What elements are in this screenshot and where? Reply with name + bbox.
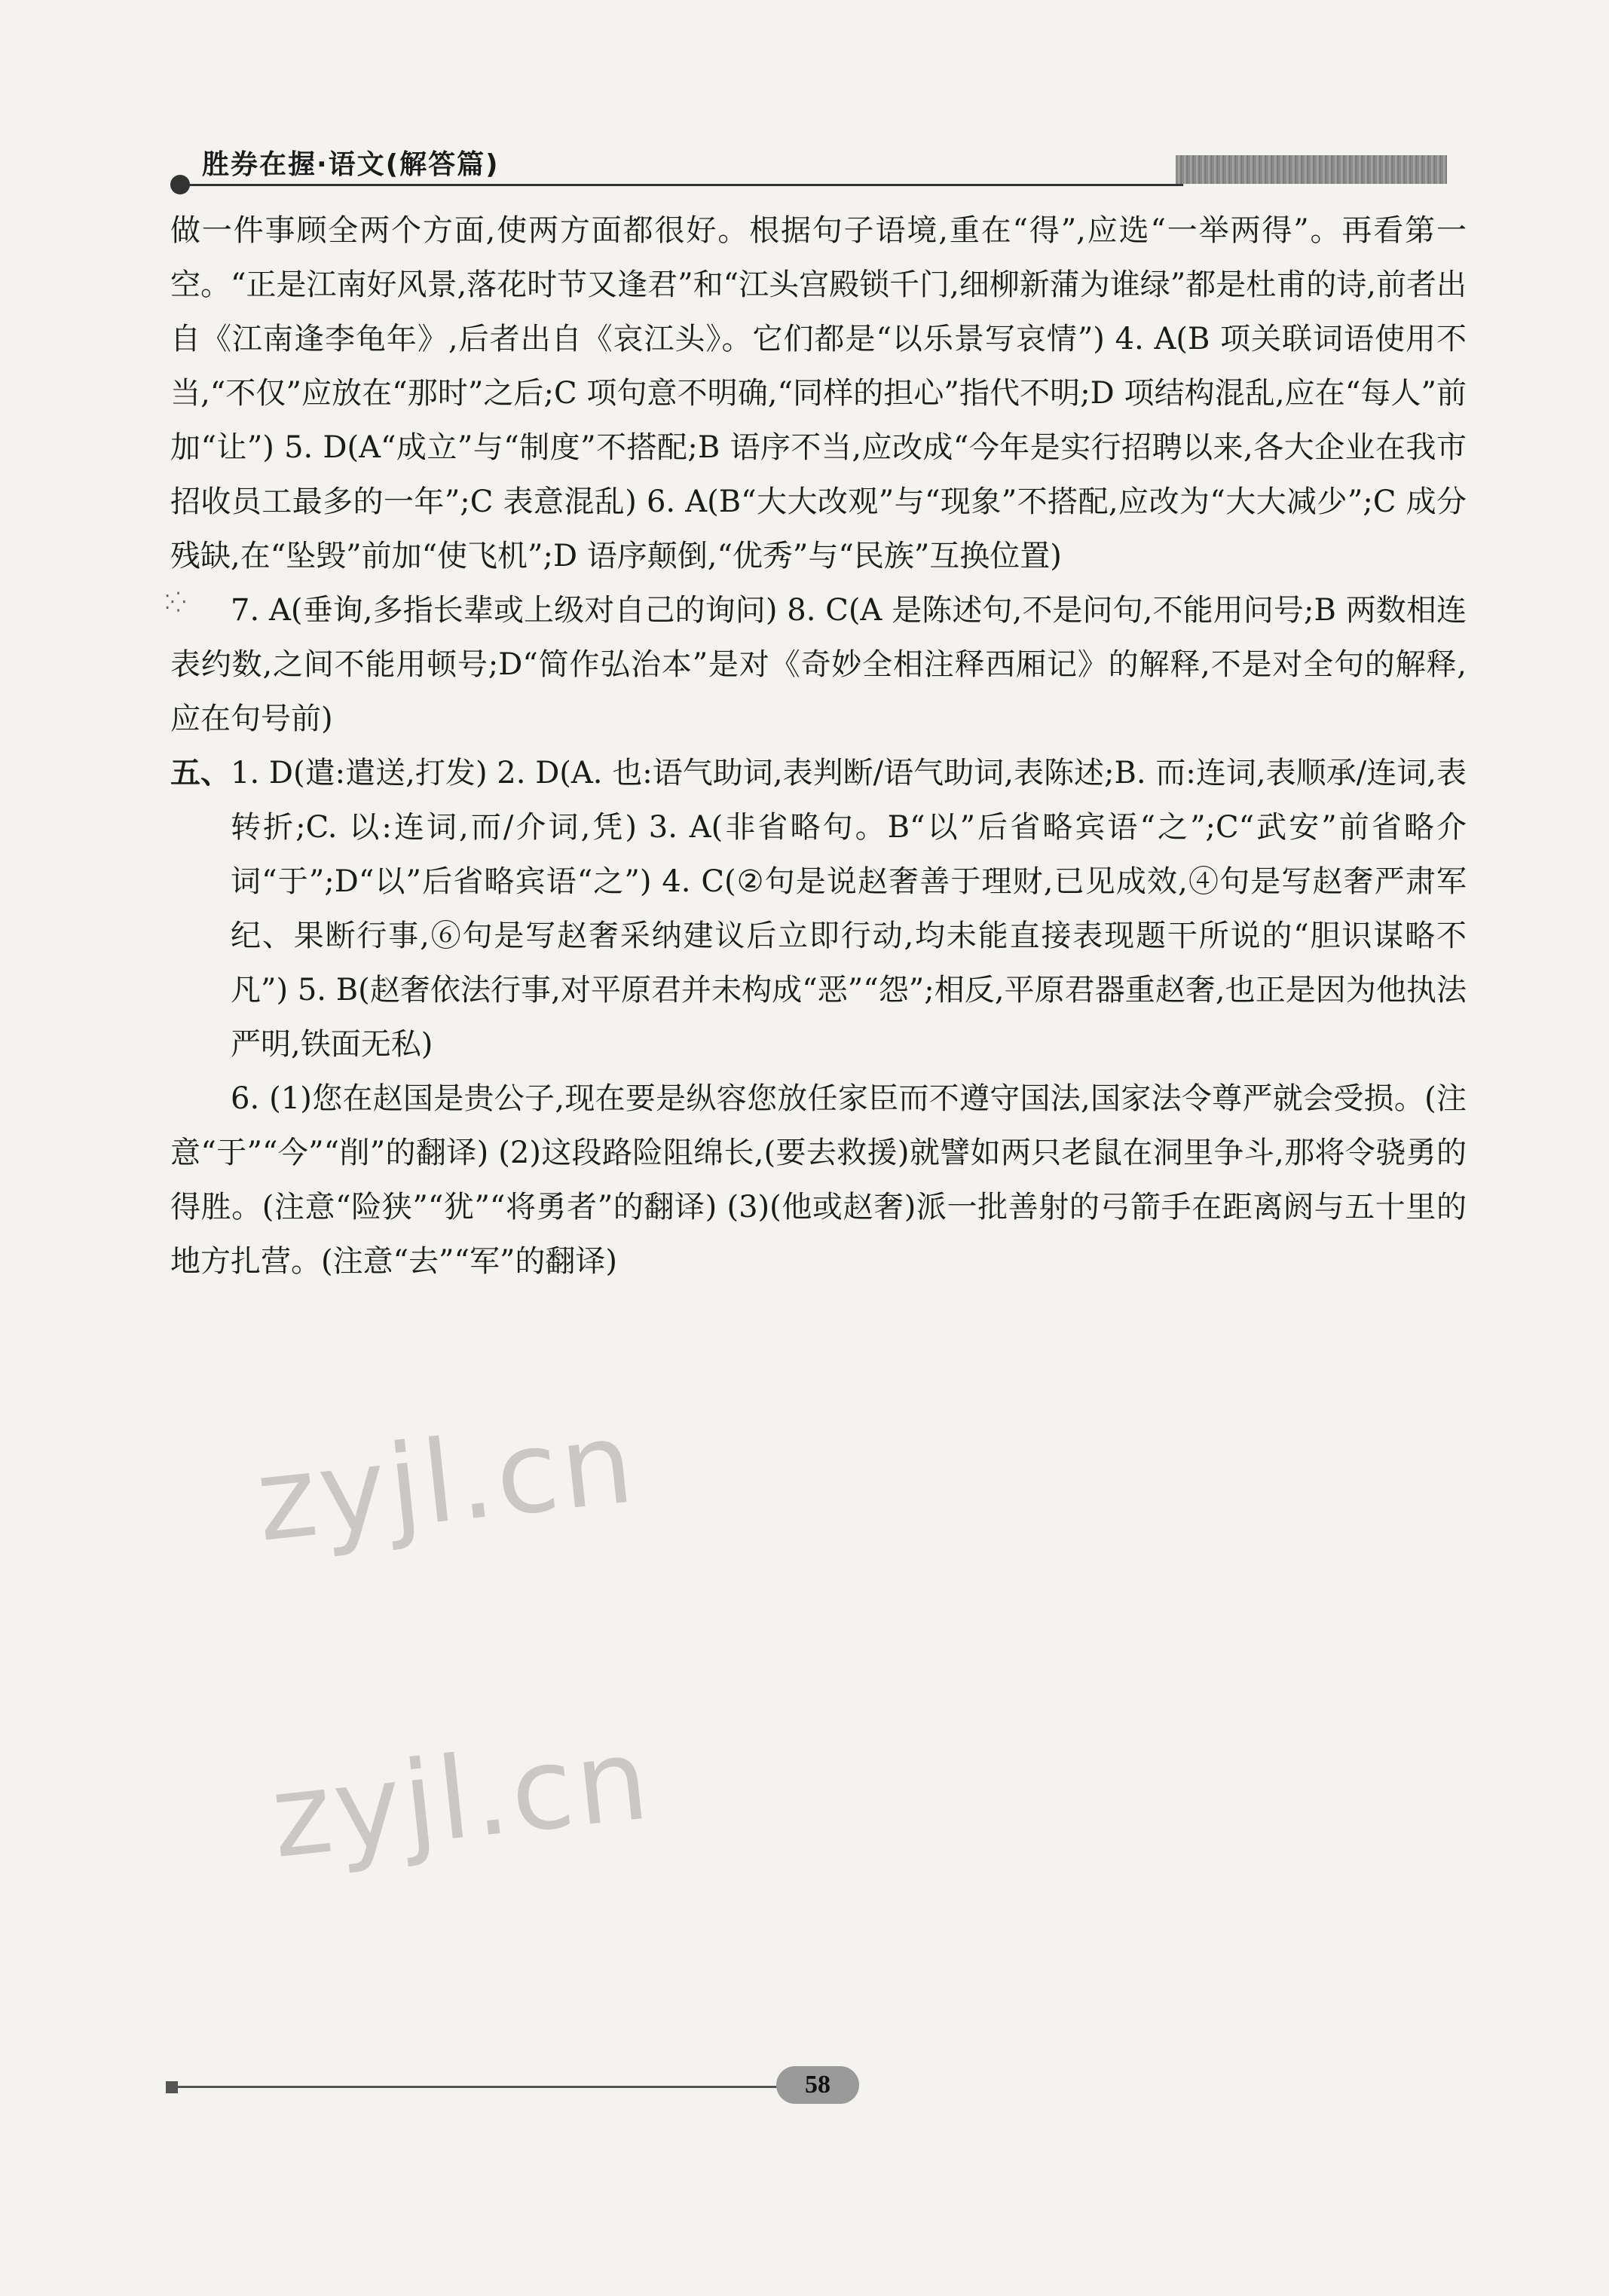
- scan-speck: ⁚⁛: [164, 592, 186, 614]
- header-decorative-bar: [1176, 155, 1447, 184]
- section-five-label: 五、: [170, 756, 231, 790]
- section-five: [170, 746, 1467, 1072]
- footer-square-icon: [166, 2081, 178, 2093]
- watermark-logo: zyjl.cn: [265, 1714, 657, 1884]
- page-number: 58: [776, 2066, 859, 2104]
- header-bullet-icon: [170, 175, 190, 194]
- answer-paragraph-continued: 做一件事顾全两个方面,使两方面都很好。根据句子语境,重在“得”,应选“一举两得”。再看第一空。“正是江南好风景,落花时节又逢君”和“江头宫殿锁千门,细柳新蒲为谁绿”都是杜甫的诗,前者出自《江南逢李龟年》,后者出自《哀江头》。它们都是“以乐景写哀情”) 4. A(B 项关联词语使用不当,“不仅”应放在“那时”之后;C 项句意不明确,“同样的担心”指代不明;D 项结构混乱,应在“每人”前加“让”) 5. D(A“成立”与“制度”不搭配;B 语序不当,应改成“今年是实行招聘以来,各大企业在我市招收员工最多的一年”;C 表意混乱) 6. A(B“大大改观”与“现象”不搭配,应改为“大大减少”;C 成分残缺,在“坠毁”前加“使飞机”;D 语序颠倒,“优秀”与“民族”互换位置): [170, 213, 1467, 573]
- footer-rule: [178, 2086, 781, 2088]
- running-header-title: 胜券在握·语文(解答篇): [202, 149, 500, 180]
- answer-content: [170, 203, 1467, 1289]
- section-five-answers: 1. D(遣:遣送,打发) 2. D(A. 也:语气助词,表判断/语气助词,表陈述;B. 而:连词,表顺承/连词,表转折;C. 以:连词,而/介词,凭) 3. A(非省略句。B“以”后省略宾语“之”;C“武安”前省略介词“于”;D“以”后省略宾语“之”) 4. C(②句是说赵奢善于理财,已见成效,④句是写赵奢严肃军纪、果断行事,⑥句是写赵奢采纳建议后立即行动,均未能直接表现题干所说的“胆识谋略不凡”) 5. B(赵奢依法行事,对平原君并未构成“恶”“怨”;相反,平原君器重赵奢,也正是因为他执法严明,铁面无私): [231, 756, 1467, 1062]
- watermark-logo: zyjl.cn: [250, 1397, 642, 1567]
- answer-paragraph-7-8: 7. A(垂询,多指长辈或上级对自己的询问) 8. C(A 是陈述句,不是问句,不能用问号;B 两数相连表约数,之间不能用顿号;D“简作弘治本”是对《奇妙全相注释西厢记》的解释,不是对全句的解释,应在句号前): [170, 593, 1467, 736]
- answer-paragraph-6-translation: 6. (1)您在赵国是贵公子,现在要是纵容您放任家臣而不遵守国法,国家法令尊严就会受损。(注意“于”“今”“削”的翻译) (2)这段路险阻绵长,(要去救援)就譬如两只老鼠在洞里争斗,那将令骁勇的得胜。(注意“险狭”“犹”“将勇者”的翻译) (3)(他或赵奢)派一批善射的弓箭手在距离阏与五十里的地方扎营。(注意“去”“军”的翻译): [170, 1081, 1467, 1279]
- header-rule: [188, 184, 1183, 186]
